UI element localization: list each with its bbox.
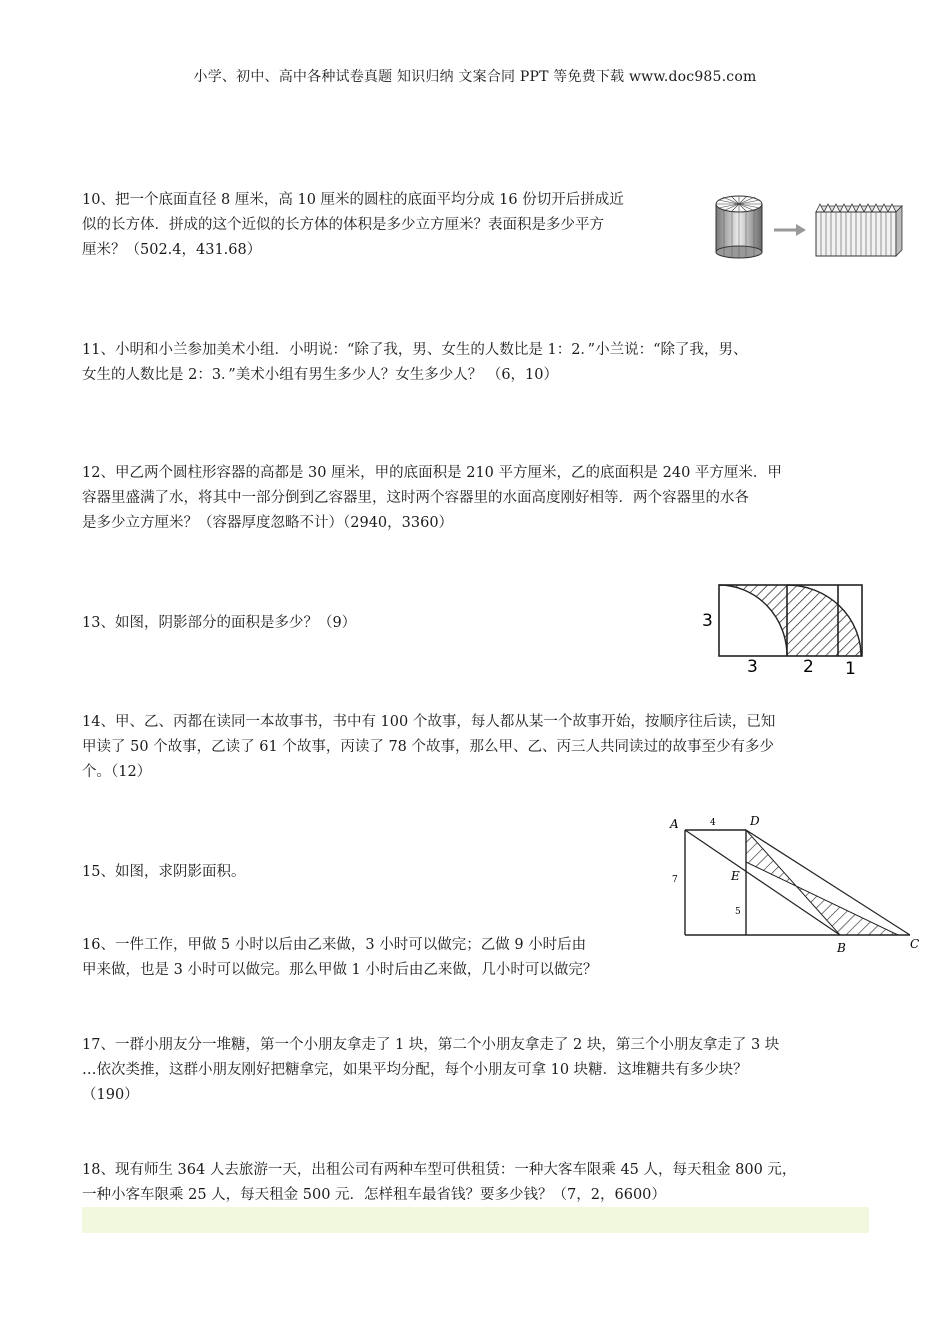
page-header: 小学、初中、高中各种试卷真题 知识归纳 文案合同 PPT 等免费下载 www.doc985.com (193, 69, 757, 85)
question-14 (82, 710, 775, 785)
question-18 (82, 1158, 796, 1208)
length-top-label: 4 (710, 818, 716, 828)
figure-15-shaded-triangle (665, 810, 927, 958)
question-12-line3: 是多少立方厘米？（容器厚度忽略不计）（2940，3360） (82, 515, 454, 531)
question-17-line1: 17、一群小朋友分一堆糖，第一个小朋友拿走了 1 块，第二个小朋友拿走了 2 块，第三个小朋友拿走了 3 块 (82, 1037, 780, 1053)
question-18-line1: 18、现有师生 364 人去旅游一天，出租公司有两种车型可供租赁：一种大客车限乘 45 人，每天租金 800 元， (82, 1162, 797, 1178)
question-14-line1: 14、甲、乙、丙都在读同一本故事书，书中有 100 个故事，每人都从某一个故事开始，按顺序往后读，已知 (82, 714, 776, 730)
label-left-3: 3 (702, 611, 713, 631)
question-15 (82, 860, 245, 885)
question-18-line2: 一种小客车限乘 25 人，每天租金 500 元．怎样租车最省钱？要多少钱？（7，2，6600） (82, 1187, 666, 1203)
question-13 (82, 611, 356, 636)
arrow-icon (774, 224, 806, 236)
label-bottom-2: 2 (803, 657, 814, 677)
question-17 (82, 1033, 779, 1108)
cylinder-shape (716, 196, 762, 258)
figure-13-quarter-circle (695, 578, 870, 678)
label-bottom-1: 1 (845, 659, 856, 678)
question-17-line3: （190） (82, 1087, 139, 1103)
question-17-line2: …依次类推，这群小朋友刚好把糖拿完，如果平均分配，每个小朋友可拿 10 块糖．这堆糖共有多少块？ (82, 1062, 748, 1078)
question-11 (82, 338, 748, 388)
point-a-label: A (670, 817, 679, 831)
question-11-line1: 11、小明和小兰参加美术小组．小明说：“除了我，男、女生的人数比是 1：2．”小兰说：“除了我，男、 (82, 342, 748, 358)
question-14-line3: 个。（12） (82, 764, 152, 780)
question-10-line1: 10、把一个底面直径 8 厘米，高 10 厘米的圆柱的底面平均分成 16 份切开后拼成近 (82, 192, 624, 208)
question-16-line1: 16、一件工作，甲做 5 小时以后由乙来做，3 小时可以做完；乙做 9 小时后由 (82, 937, 587, 953)
figure-10-cylinder-to-cuboid (712, 190, 908, 260)
question-10-line2: 似的长方体．拼成的这个近似的长方体的体积是多少立方厘米？表面积是多少平方 (82, 217, 604, 233)
question-14-line2: 甲读了 50 个故事，乙读了 61 个故事，丙读了 78 个故事，那么甲、乙、丙三人共同读过的故事至少有多少 (82, 739, 775, 755)
question-10 (82, 188, 624, 263)
point-e-label: E (731, 869, 740, 883)
length-left-label: 7 (672, 875, 678, 885)
question-12-line1: 12、甲乙两个圆柱形容器的高都是 30 厘米，甲的底面积是 210 平方厘米，乙的底面积是 240 平方厘米．甲 (82, 465, 782, 481)
point-d-label: D (750, 814, 760, 828)
question-12 (82, 461, 782, 536)
cuboid-shape (816, 204, 902, 256)
question-15-line1: 15、如图，求阴影面积。 (82, 864, 246, 880)
point-c-label: C (910, 937, 920, 951)
highlight-band (82, 1207, 869, 1233)
label-bottom-3: 3 (747, 657, 758, 677)
question-16-line2: 甲来做，也是 3 小时可以做完。那么甲做 1 小时后由乙来做，几小时可以做完？ (82, 962, 598, 978)
question-13-line1: 13、如图，阴影部分的面积是多少？（9） (82, 615, 357, 631)
question-16 (82, 933, 597, 983)
question-12-line2: 容器里盛满了水，将其中一部分倒到乙容器里，这时两个容器里的水面高度刚好相等．两个容器里的水各 (82, 490, 749, 506)
question-10-line3: 厘米？（502.4，431.68） (82, 242, 262, 258)
point-b-label: B (837, 941, 846, 955)
length-middle-label: 5 (735, 907, 741, 917)
question-11-line2: 女生的人数比是 2：3．”美术小组有男生多少人？女生多少人？ （6，10） (82, 367, 559, 383)
